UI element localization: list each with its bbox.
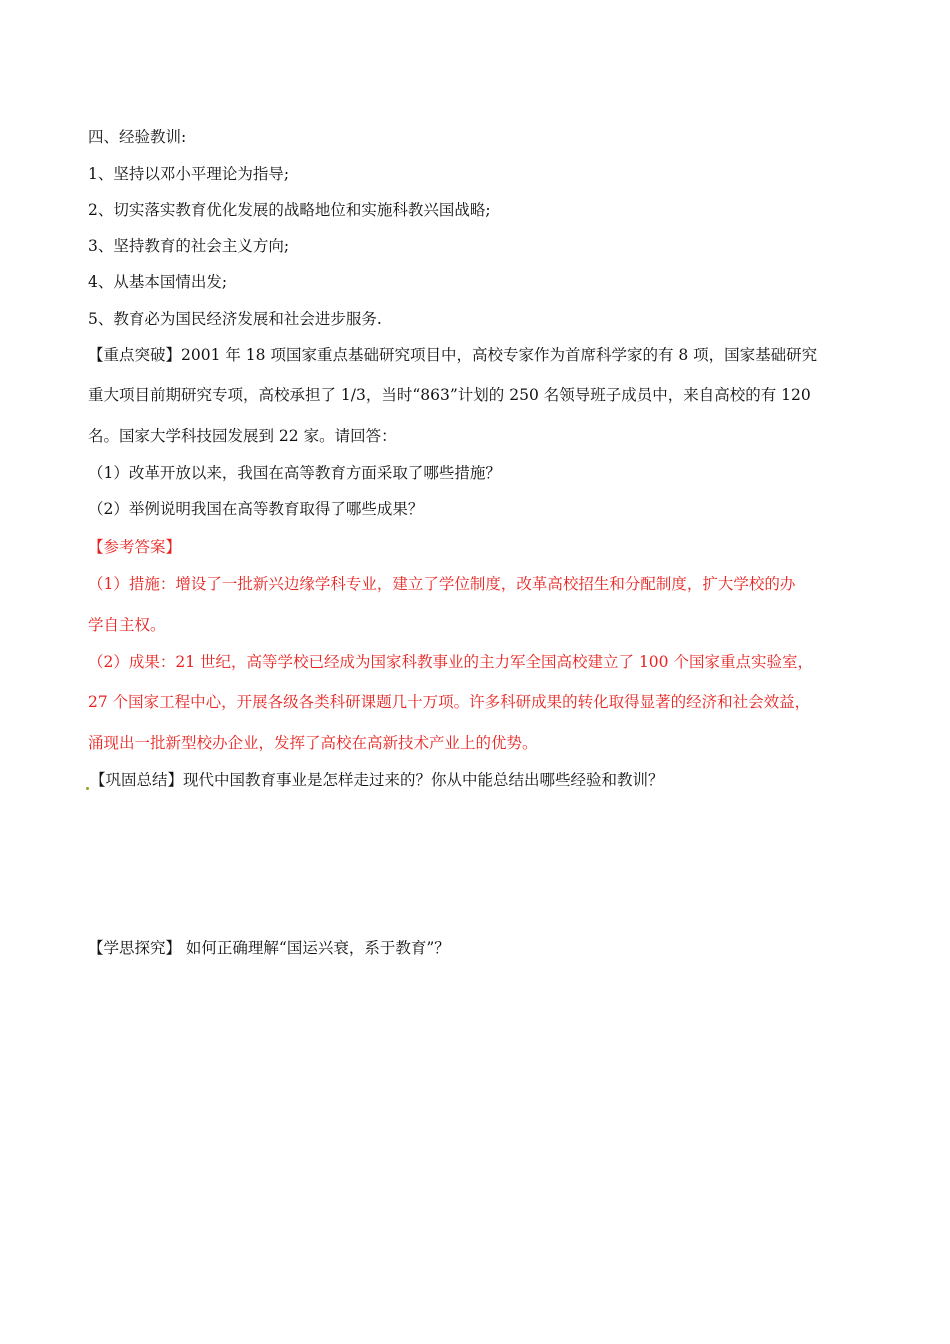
key-breakthrough-line: 重大项目前期研究专项，高校承担了 1/3，当时“863”计划的 250 名领导班子成员中，来自高校的有 120	[88, 386, 811, 404]
key-breakthrough-line: 【重点突破】2001 年 18 项国家重点基础研究项目中，高校专家作为首席科学家的有 8 项，国家基础研究	[88, 346, 818, 364]
answer-title: 【参考答案】	[88, 538, 182, 556]
inquiry-prompt: 【学思探究】 如何正确理解“国运兴衰，系于教育”？	[88, 939, 450, 957]
lesson-item: 1、坚持以邓小平理论为指导;	[88, 165, 290, 183]
consolidation-text: 【巩固总结】现代中国教育事业是怎样走过来的？你从中能总结出哪些经验和教训？	[90, 771, 664, 789]
question-item: （2）举例说明我国在高等教育取得了哪些成果？	[88, 500, 424, 518]
lesson-item: 2、切实落实教育优化发展的战略地位和实施科教兴国战略;	[88, 201, 491, 219]
lesson-item: 5、教育必为国民经济发展和社会进步服务.	[88, 310, 382, 328]
dot-marker	[86, 787, 89, 790]
key-breakthrough-line: 名。国家大学科技园发展到 22 家。请回答：	[88, 427, 397, 445]
question-item: （1）改革开放以来，我国在高等教育方面采取了哪些措施？	[88, 464, 501, 482]
answer-line: 27 个国家工程中心，开展各级各类科研课题几十万项。许多科研成果的转化取得显著的经济和社会效益，	[88, 693, 811, 711]
lesson-item: 4、从基本国情出发;	[88, 273, 228, 291]
answer-line: （1）措施：增设了一批新兴边缘学科专业，建立了学位制度，改革高校招生和分配制度，扩大学校的办	[88, 575, 796, 593]
answer-line: 涌现出一批新型校办企业，发挥了高校在高新技术产业上的优势。	[88, 734, 538, 752]
lesson-item: 3、坚持教育的社会主义方向;	[88, 237, 290, 255]
answer-line: 学自主权。	[88, 616, 166, 634]
consolidation-prompt	[86, 770, 876, 790]
section-heading: 四、经验教训:	[88, 128, 187, 146]
answer-line: （2）成果：21 世纪，高等学校已经成为国家科教事业的主力军全国高校建立了 100 个国家重点实验室，	[88, 653, 813, 671]
